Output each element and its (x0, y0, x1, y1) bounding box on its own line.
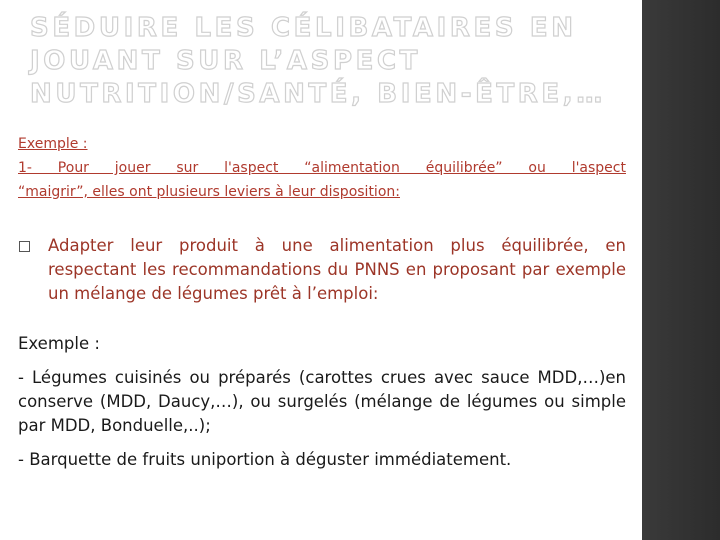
bullet-item (18, 234, 626, 306)
example-section (18, 332, 626, 472)
checkbox-bullet-icon (19, 241, 30, 252)
intro-line-1: 1- Pour jouer sur l'aspect “alimentation équilibrée” ou l'aspect (18, 160, 626, 176)
bullet-text: Adapter leur produit à une alimentation plus équilibrée, en respectant les recommandations du PNNS en proposant par exemple un mélange de légumes prêt à l’emploi: (48, 236, 626, 303)
example-item-2: - Barquette de fruits uniportion à déguster immédiatement. (18, 450, 512, 469)
example-item-1: - Légumes cuisinés ou préparés (carottes crues avec sauce MDD,…)en conserve (MDD, Daucy,…), ou surgelés (mélange de légumes ou simple par MDD, Bonduelle,..); (18, 368, 626, 435)
intro-line-2: “maigrir”, elles ont plusieurs leviers à leur disposition: (18, 184, 400, 200)
intro-block (18, 132, 626, 204)
slide-sidebar (642, 0, 720, 540)
example-label: Exemple : (18, 334, 100, 353)
intro-label: Exemple : (18, 136, 88, 152)
slide-content (18, 132, 626, 472)
slide-title: SÉDUIRE LES CÉLIBATAIRES EN JOUANT SUR L’ASPECT NUTRITION/SANTÉ, BIEN-ÊTRE,… (30, 13, 606, 109)
